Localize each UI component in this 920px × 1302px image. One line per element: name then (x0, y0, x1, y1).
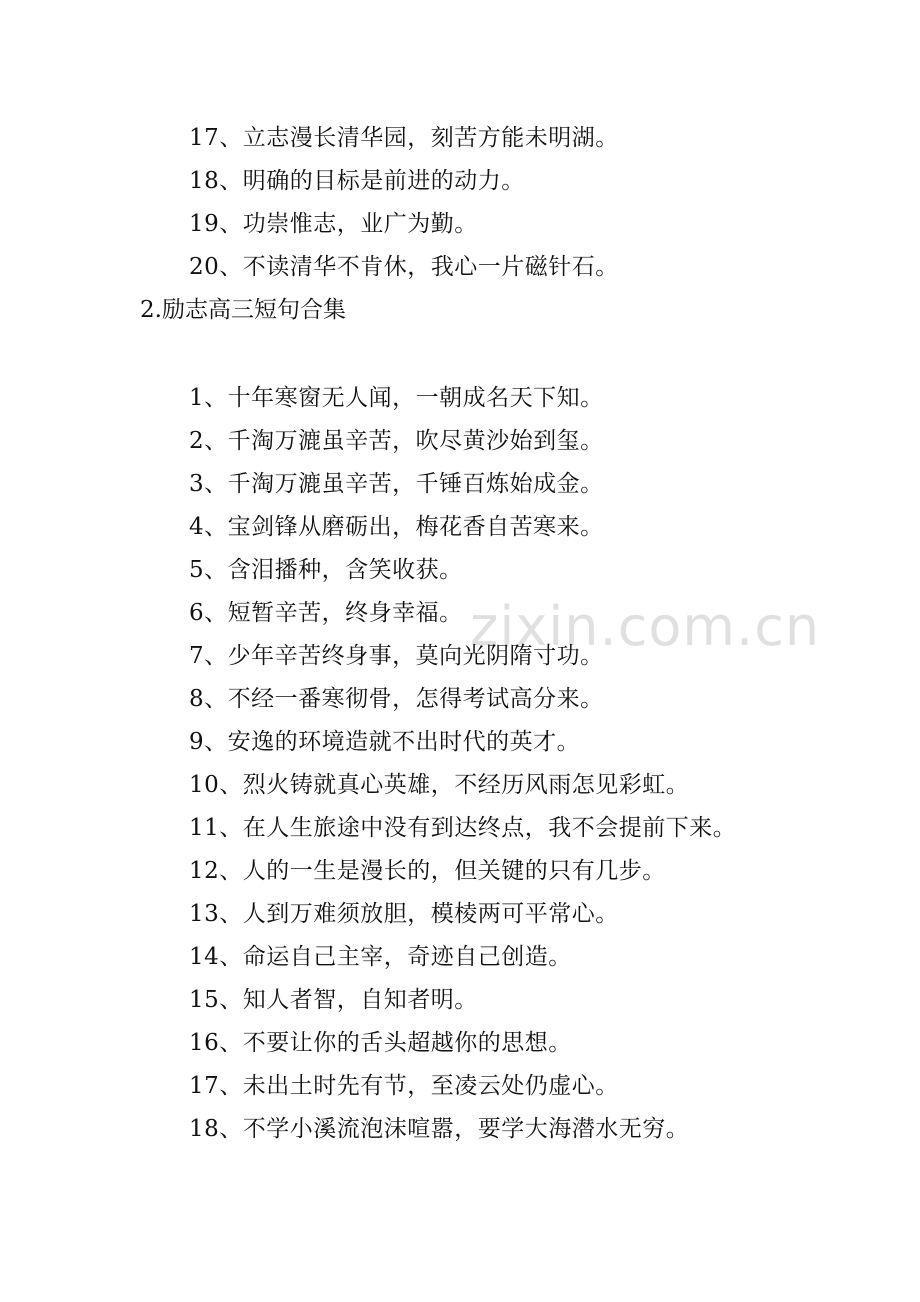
list-item: 11、在人生旅途中没有到达终点，我不会提前下来。 (189, 815, 737, 841)
list-item: 20、不读清华不肯休，我心一片磁针石。 (189, 254, 619, 280)
watermark: zixin.com.cn (470, 595, 821, 658)
list-item: 18、不学小溪流泡沫喧嚣，要学大海潜水无穷。 (189, 1116, 690, 1142)
list-item: 8、不经一番寒彻骨，怎得考试高分来。 (189, 686, 604, 712)
list-item: 10、烈火铸就真心英雄，不经历风雨怎见彩虹。 (189, 772, 690, 798)
list-item: 14、命运自己主宰，奇迹自己创造。 (189, 944, 572, 970)
list-item: 9、安逸的环境造就不出时代的英才。 (189, 729, 581, 755)
list-item: 3、千淘万漉虽辛苦，千锤百炼始成金。 (189, 471, 604, 497)
list-item: 12、人的一生是漫长的，但关键的只有几步。 (189, 858, 666, 884)
list-item: 1、十年寒窗无人闻，一朝成名天下知。 (189, 385, 604, 411)
list-item: 17、立志漫长清华园，刻苦方能未明湖。 (189, 125, 619, 151)
list-item: 2、千淘万漉虽辛苦，吹尽黄沙始到玺。 (189, 428, 604, 454)
list-item: 18、明确的目标是前进的动力。 (189, 168, 525, 194)
list-item: 15、知人者智，自知者明。 (189, 987, 478, 1013)
list-item: 19、功崇惟志，业广为勤。 (189, 211, 478, 237)
list-item: 5、含泪播种，含笑收获。 (189, 557, 463, 583)
list-item: 6、短暂辛苦，终身幸福。 (189, 600, 463, 626)
list-item: 16、不要让你的舌头超越你的思想。 (189, 1030, 572, 1056)
section-heading: 2.励志高三短句合集 (140, 297, 346, 323)
list-item: 17、未出土时先有节，至凌云处仍虚心。 (189, 1073, 619, 1099)
list-item: 7、少年辛苦终身事，莫向光阴隋寸功。 (189, 643, 604, 669)
list-item: 13、人到万难须放胆，模棱两可平常心。 (189, 901, 619, 927)
list-item: 4、宝剑锋从磨砺出，梅花香自苦寒来。 (189, 514, 604, 540)
